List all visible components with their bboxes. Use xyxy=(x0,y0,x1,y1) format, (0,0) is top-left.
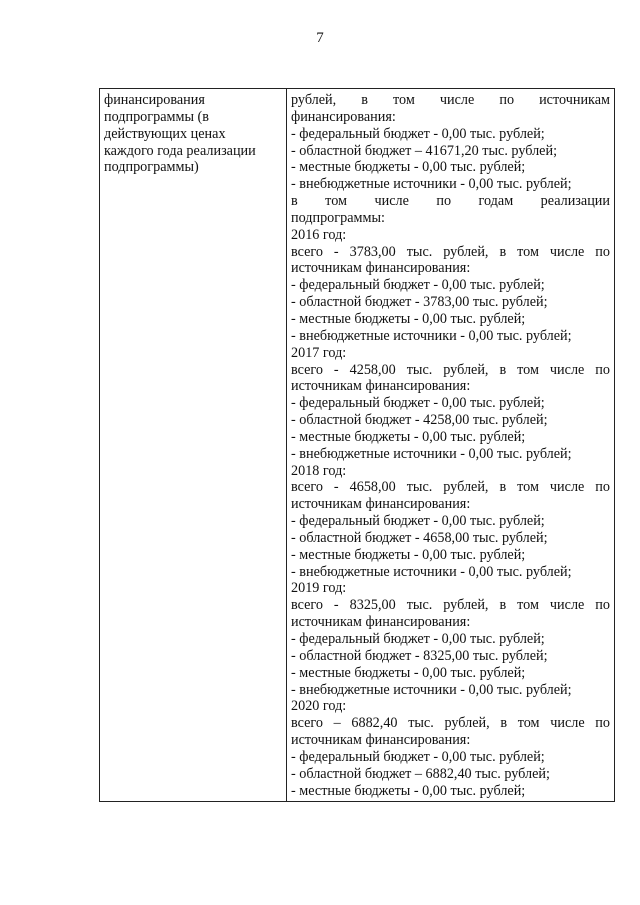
financing-line: - внебюджетные источники - 0,00 тыс. рублей; xyxy=(291,681,572,698)
financing-details-cell xyxy=(287,89,615,802)
financing-line: - областной бюджет - 4258,00 тыс. рублей; xyxy=(291,412,548,429)
financing-line: - федеральный бюджет - 0,00 тыс. рублей; xyxy=(291,395,545,412)
financing-line: - местные бюджеты - 0,00 тыс. рублей; xyxy=(291,159,526,176)
financing-line: - местные бюджеты - 0,00 тыс. рублей; xyxy=(291,546,526,563)
financing-line: - областной бюджет - 8325,00 тыс. рублей; xyxy=(291,647,548,664)
financing-line: подпрограммы: xyxy=(291,209,385,226)
financing-line: - федеральный бюджет - 0,00 тыс. рублей; xyxy=(291,277,545,294)
financing-line: - областной бюджет - 3783,00 тыс. рублей; xyxy=(291,294,548,311)
financing-line: всего - 4258,00 тыс. рублей, в том числе по xyxy=(291,361,610,378)
financing-line: финансирования: xyxy=(291,108,396,125)
financing-line: - местные бюджеты - 0,00 тыс. рублей; xyxy=(291,782,526,799)
financing-line: - областной бюджет - 4658,00 тыс. рублей; xyxy=(291,529,548,546)
financing-line: - федеральный бюджет - 0,00 тыс. рублей; xyxy=(291,631,545,647)
financing-line: - федеральный бюджет - 0,00 тыс. рублей; xyxy=(291,125,545,142)
page-number: 7 xyxy=(316,30,324,46)
financing-line: 2016 год: xyxy=(291,226,347,243)
financing-line: - областной бюджет – 41671,20 тыс. рублей; xyxy=(291,142,558,159)
financing-line: - областной бюджет – 6882,40 тыс. рублей; xyxy=(291,765,550,782)
row-label-cell xyxy=(100,89,287,802)
financing-line: всего - 3783,00 тыс. рублей, в том числе по xyxy=(291,243,610,260)
financing-line: рублей, в том числе по источникам xyxy=(291,92,610,108)
financing-line: - местные бюджеты - 0,00 тыс. рублей; xyxy=(291,664,526,681)
financing-line: источникам финансирования: xyxy=(291,496,471,513)
financing-line: - федеральный бюджет - 0,00 тыс. рублей; xyxy=(291,748,545,765)
financing-line: всего – 6882,40 тыс. рублей, в том числе по xyxy=(291,715,610,732)
financing-line: 2020 год: xyxy=(291,698,347,715)
financing-line: - внебюджетные источники - 0,00 тыс. рублей; xyxy=(291,563,572,580)
financing-line: всего - 4658,00 тыс. рублей, в том числе по xyxy=(291,479,610,496)
financing-line: - внебюджетные источники - 0,00 тыс. рублей; xyxy=(291,176,572,193)
row-label-text: финансирования подпрограммы (в действующих ценах каждого года реализации подпрограммы) xyxy=(104,92,256,176)
financing-line: источникам финансирования: xyxy=(291,732,471,749)
financing-line: - местные бюджеты - 0,00 тыс. рублей; xyxy=(291,428,526,445)
financing-line: источникам финансирования: xyxy=(291,260,471,277)
financing-line: - внебюджетные источники - 0,00 тыс. рублей; xyxy=(291,445,572,462)
financing-line: всего - 8325,00 тыс. рублей, в том числе по xyxy=(291,597,610,614)
financing-table xyxy=(99,88,615,802)
financing-line: - федеральный бюджет - 0,00 тыс. рублей; xyxy=(291,513,545,530)
financing-line: - местные бюджеты - 0,00 тыс. рублей; xyxy=(291,310,526,327)
financing-line: источникам финансирования: xyxy=(291,614,471,631)
financing-line: 2019 год: xyxy=(291,580,347,597)
financing-line: источникам финансирования: xyxy=(291,378,471,395)
financing-lines xyxy=(291,92,610,799)
table-row xyxy=(100,89,615,802)
financing-line: 2017 год: xyxy=(291,344,347,361)
financing-line: в том числе по годам реализации xyxy=(291,193,610,210)
financing-line: 2018 год: xyxy=(291,462,347,479)
financing-line: - внебюджетные источники - 0,00 тыс. рублей; xyxy=(291,327,572,344)
